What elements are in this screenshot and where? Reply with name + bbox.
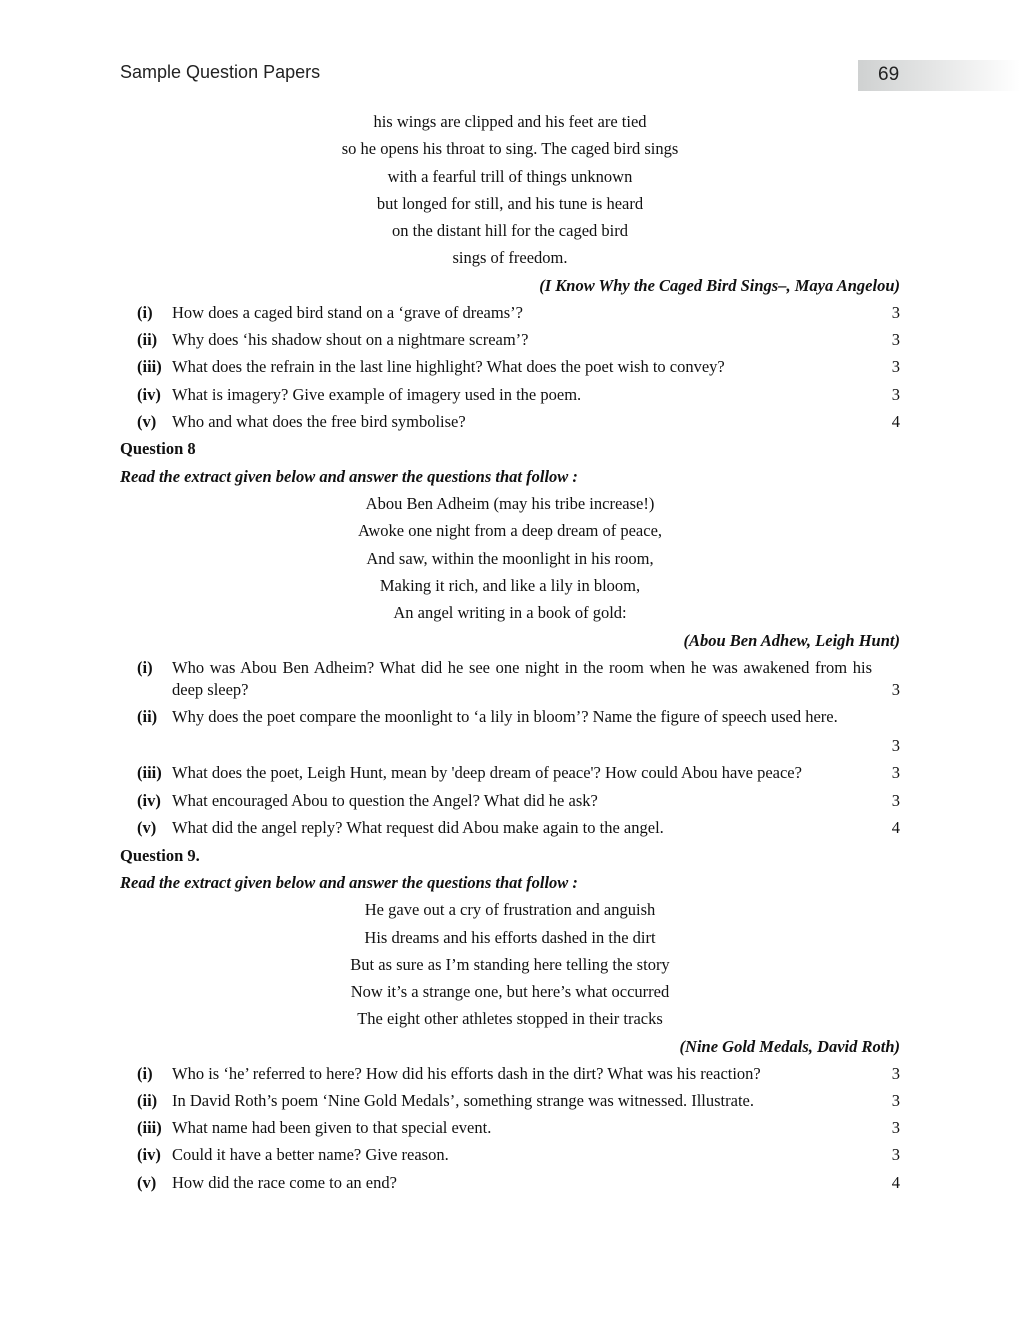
question-marks: 3: [891, 1090, 900, 1110]
question-title: Question 8: [120, 439, 196, 459]
question-marks: 3: [891, 763, 900, 783]
question-item: [120, 760, 900, 787]
question-marks: 3: [891, 1145, 900, 1165]
question-9-section: [120, 842, 900, 1197]
question-marks: 3: [891, 330, 900, 349]
poem-line: Awoke one night from a deep dream of peace,: [357, 521, 663, 541]
question-text: How did the race come to an end?: [172, 1172, 397, 1192]
page-number-tab: [858, 60, 1020, 91]
question-item: [120, 354, 900, 381]
question-text: Why does ‘his shadow shout on a nightmare scream’?: [172, 330, 529, 349]
question-number: (ii): [137, 1090, 158, 1110]
question-number: (iv): [137, 384, 161, 404]
question-item: [120, 1115, 900, 1142]
poem-line: but longed for still, and his tune is heard: [376, 193, 644, 213]
question-marks: 3: [891, 357, 900, 377]
question-8-section: [120, 435, 900, 841]
question-item: [120, 787, 900, 814]
question-number: (v): [137, 411, 157, 431]
question-number: (iii): [137, 763, 162, 783]
question-marks: 3: [891, 302, 900, 322]
question-number: (v): [137, 817, 157, 837]
question-marks: 4: [891, 411, 900, 431]
question-text: What name had been given to that special event.: [172, 1118, 492, 1138]
question-text: What does the poet, Leigh Hunt, mean by 'deep dream of peace'? How could Abou have peace?: [172, 763, 802, 783]
poem-line: But as sure as I’m standing here telling the story: [350, 954, 670, 974]
question-item: [120, 326, 900, 353]
question-text: What encouraged Abou to question the Angel? What did he ask?: [172, 790, 598, 810]
question-text: How does a caged bird stand on a ‘grave of dreams’?: [172, 302, 523, 322]
question-instruction: Read the extract given below and answer the questions that follow :: [120, 466, 578, 486]
question-item: [120, 381, 900, 408]
question-marks: 4: [891, 1172, 900, 1192]
question-text: What does the refrain in the last line highlight? What does the poet wish to convey?: [172, 357, 725, 377]
poem-attribution: (Nine Gold Medals, David Roth): [679, 1036, 900, 1056]
running-header: Sample Question Papers: [120, 62, 321, 82]
question-number: (i): [137, 657, 153, 677]
poem-line: An angel writing in a book of gold:: [393, 603, 627, 623]
poem-extract-caged-bird: [120, 108, 900, 299]
poem-line: His dreams and his efforts dashed in the dirt: [364, 927, 656, 947]
page-content: [120, 108, 900, 1196]
poem-line: And saw, within the moonlight in his room,: [366, 548, 654, 568]
question-marks: 4: [891, 817, 900, 837]
question-item: [120, 1087, 900, 1114]
question-text: Who is ‘he’ referred to here? How did his efforts dash in the dirt? What was his reaction?: [172, 1063, 761, 1083]
question-text: In David Roth’s poem ‘Nine Gold Medals’, something strange was witnessed. Illustrate.: [172, 1090, 754, 1110]
poem-line: The eight other athletes stopped in their tracks: [357, 1009, 663, 1029]
question-item: [120, 1169, 900, 1196]
question-number: (i): [137, 1063, 153, 1083]
question-item: [120, 408, 900, 435]
poem-attribution: (I Know Why the Caged Bird Sings–, Maya Angelou): [539, 275, 900, 295]
question-item: [120, 654, 900, 703]
question-marks: 3: [891, 1063, 900, 1083]
question-number: (i): [137, 302, 153, 322]
question-item: [120, 1060, 900, 1087]
question-item: [120, 814, 900, 841]
question-text: Who was Abou Ben Adheim? What did he see one night in the room when he was awakened from his deep sleep?: [172, 657, 872, 699]
poem-line: so he opens his throat to sing. The caged bird sings: [341, 139, 679, 159]
question-item: [120, 703, 900, 760]
poem-line: Making it rich, and like a lily in bloom,: [379, 575, 641, 595]
question-marks: 3: [891, 384, 900, 404]
question-marks: 3: [891, 736, 900, 756]
question-item: [120, 1142, 900, 1169]
poem-attribution: (Abou Ben Adhew, Leigh Hunt): [683, 630, 900, 650]
question-number: (ii): [137, 330, 158, 349]
question-number: (ii): [137, 706, 158, 726]
question-marks: 3: [891, 790, 900, 810]
question-item: [120, 299, 900, 326]
question-number: (v): [137, 1172, 157, 1192]
page-number: 69: [878, 64, 900, 85]
poem-line: on the distant hill for the caged bird: [392, 221, 628, 241]
question-text: Could it have a better name? Give reason.: [172, 1145, 449, 1165]
question-marks: 3: [891, 1118, 900, 1138]
poem-line: Now it’s a strange one, but here’s what occurred: [350, 982, 670, 1002]
question-text: Why does the poet compare the moonlight to ‘a lily in bloom’? Name the figure of speech used here.: [172, 706, 838, 726]
question-text: What did the angel reply? What request did Abou make again to the angel.: [172, 817, 664, 837]
poem-line: He gave out a cry of frustration and anguish: [364, 900, 656, 920]
question-number: (iii): [137, 357, 162, 377]
poem-line: with a fearful trill of things unknown: [387, 166, 633, 186]
poem-line: Abou Ben Adheim (may his tribe increase!): [365, 494, 655, 514]
question-title: Question 9.: [120, 845, 200, 865]
poem-line: sings of freedom.: [452, 248, 568, 268]
poem-line: his wings are clipped and his feet are tied: [373, 112, 647, 131]
question-text: Who and what does the free bird symbolise?: [172, 411, 466, 431]
question-number: (iv): [137, 1145, 161, 1165]
question-list-caged-bird: [120, 299, 900, 435]
question-text: What is imagery? Give example of imagery used in the poem.: [172, 384, 582, 404]
question-instruction: Read the extract given below and answer the questions that follow :: [120, 872, 578, 892]
question-marks: 3: [891, 679, 900, 699]
question-number: (iv): [137, 790, 161, 810]
question-number: (iii): [137, 1118, 162, 1138]
